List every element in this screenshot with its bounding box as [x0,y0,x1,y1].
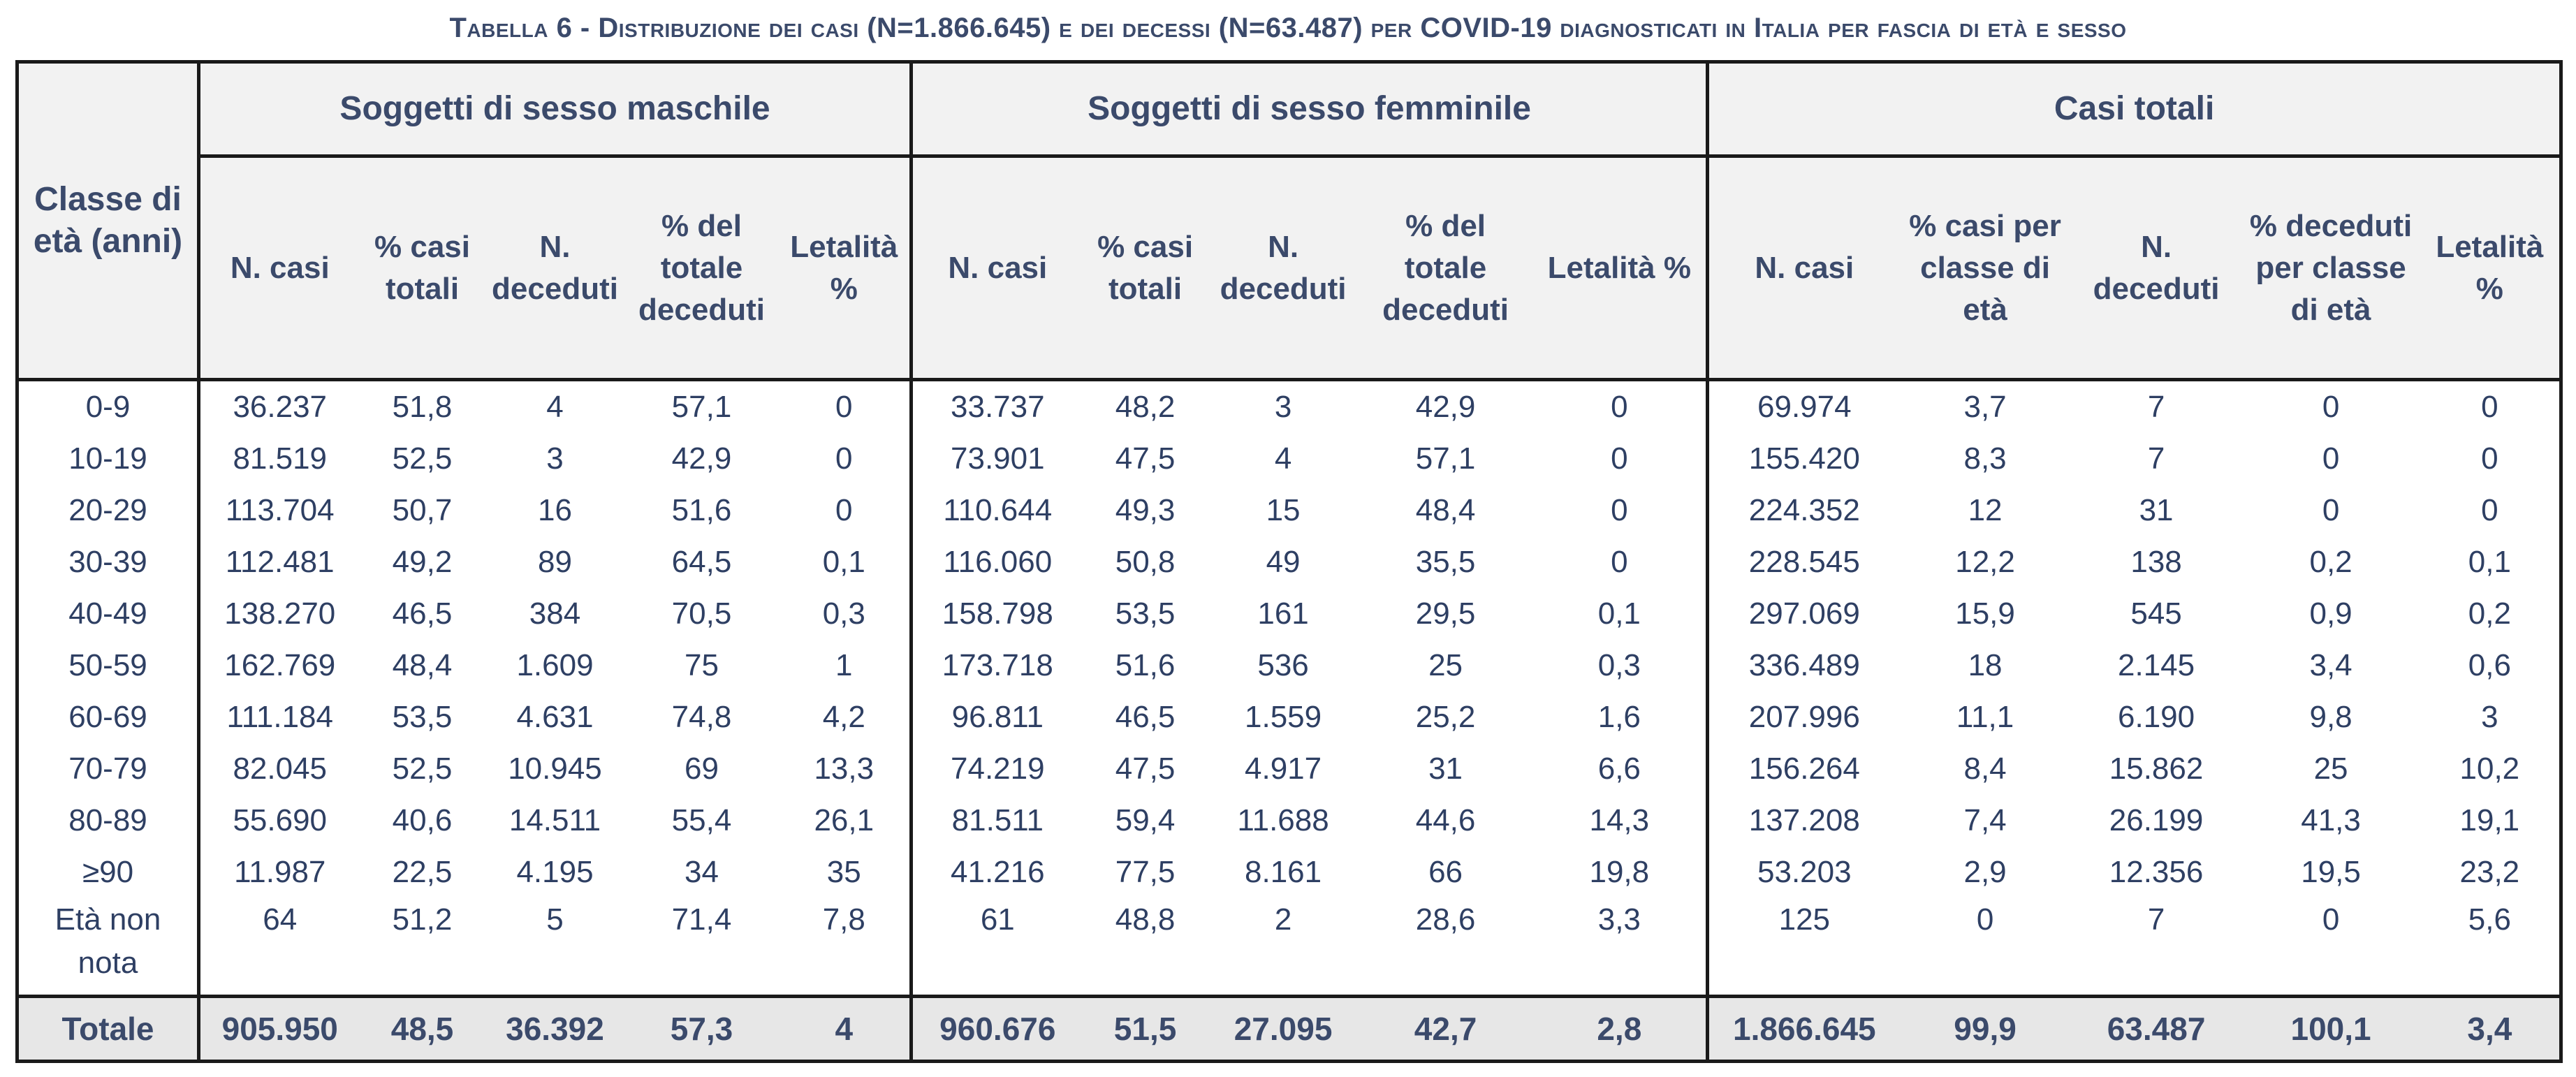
table-cell: 31 [1428,752,1463,786]
total-cell: 905.950 [199,997,360,1062]
table-cell: 0,3 [1597,648,1641,682]
table-cell: 10.945 [508,752,602,786]
table-cell: 47,5 [1115,441,1176,476]
table-cell: 51,6 [1115,648,1176,682]
table-cell: 113.704 [199,485,360,536]
table-cell: 15 [1266,493,1301,527]
total-cell: 3,4 [2420,997,2561,1062]
table-row [17,898,2561,997]
table-cell: 3 [546,441,564,476]
table-cell: 50,8 [1115,545,1176,579]
table-row [17,640,2561,691]
table-cell: 3 [1274,390,1292,424]
table-cell: 53,5 [392,700,453,734]
table-cell: 23,2 [2459,855,2520,889]
table-cell: 26.199 [2109,803,2204,837]
age-class-cell: Età non nota [54,902,161,980]
table-cell: 384 [529,596,581,631]
table-cell: 0 [1611,441,1628,476]
male-group-header: Soggetti di sesso maschile [199,62,912,156]
table-cell: 4,2 [822,700,865,734]
table-cell: 70,5 [671,596,732,631]
column-header: N. deceduti [2071,156,2242,380]
table-cell: 4.917 [1245,752,1322,786]
table-cell: 28,6 [1415,902,1476,937]
table-cell: 110.644 [912,485,1083,536]
column-header: N. deceduti [1208,156,1359,380]
table-cell: 158.798 [912,588,1083,640]
table-cell: 161 [1257,596,1309,631]
table-cell: 33.737 [912,380,1083,434]
table-cell: 2 [1274,902,1292,937]
table-cell: 74.219 [912,743,1083,795]
table-cell: 7,4 [1963,803,2007,837]
table-cell: 49,3 [1115,493,1176,527]
table-cell: 89 [538,545,572,579]
table-cell: 49 [1266,545,1301,579]
column-header: % del totale deceduti [1359,156,1533,380]
table-row [17,795,2561,847]
table-cell: 5 [546,902,564,937]
table-cell: 1.609 [516,648,594,682]
table-cell: 18 [1968,648,2003,682]
table-cell: 13,3 [814,752,874,786]
table-cell: 64,5 [671,545,732,579]
table-cell: 35 [826,855,861,889]
table-cell: 49,2 [392,545,453,579]
table-cell: 0 [2322,441,2340,476]
table-cell: 545 [2130,596,2182,631]
table-cell: 48,4 [392,648,453,682]
total-cell: 36.392 [485,997,625,1062]
table-cell: 25 [1428,648,1463,682]
table-cell: 14,3 [1589,803,1650,837]
table-cell: 0 [1611,390,1628,424]
age-class-cell: 20-29 [68,493,147,527]
table-cell: 51,8 [392,390,453,424]
table-cell: 48,2 [1115,390,1176,424]
table-cell: 48,8 [1115,902,1176,937]
table-cell: 116.060 [912,536,1083,588]
total-cell: 1.866.645 [1708,997,1900,1062]
age-class-header: Classe di età (anni) [17,62,199,380]
column-header: Letalità % [779,156,912,380]
table-cell: 53.203 [1708,847,1900,898]
table-row [17,691,2561,743]
table-cell: 47,5 [1115,752,1176,786]
table-cell: 228.545 [1708,536,1900,588]
column-header: % casi totali [360,156,485,380]
table-row [17,536,2561,588]
table-cell: 42,9 [1415,390,1476,424]
table-cell: 4 [1274,441,1292,476]
total-cell: 42,7 [1359,997,1533,1062]
table-cell: 41,3 [2301,803,2361,837]
table-cell: 2.145 [2118,648,2195,682]
table-cell: 156.264 [1708,743,1900,795]
column-header: % deceduti per classe di età [2242,156,2420,380]
table-cell: 12 [1968,493,2003,527]
age-class-cell: 30-39 [68,545,147,579]
table-cell: 69 [685,752,719,786]
table-cell: 336.489 [1708,640,1900,691]
total-cell: 99,9 [1900,997,2071,1062]
age-class-cell: 0-9 [85,390,131,424]
age-class-cell: 80-89 [68,803,147,837]
table-row [17,847,2561,898]
table-cell: 57,1 [671,390,732,424]
table-cell: 11.688 [1237,803,1329,837]
table-row [17,485,2561,536]
column-header: % casi totali [1083,156,1208,380]
table-cell: 3 [2481,700,2498,734]
age-class-cell: 60-69 [68,700,147,734]
table-cell: 14.511 [508,803,601,837]
table-cell: 44,6 [1415,803,1476,837]
table-cell: 81.519 [199,433,360,485]
column-header: Letalità % [2420,156,2561,380]
table-cell: 8,4 [1963,752,2007,786]
table-cell: 48,4 [1415,493,1476,527]
table-cell: 138.270 [199,588,360,640]
table-cell: 1,6 [1597,700,1641,734]
table-cell: 0 [835,441,853,476]
table-cell: 53,5 [1115,596,1176,631]
total-cell: 63.487 [2071,997,2242,1062]
table-cell: 50,7 [392,493,453,527]
table-cell: 46,5 [1115,700,1176,734]
table-cell: 0 [1611,493,1628,527]
table-cell: 0 [2481,441,2498,476]
table-cell: 59,4 [1115,803,1176,837]
table-cell: 41.216 [912,847,1083,898]
table-cell: 0,2 [2468,596,2511,631]
column-header: % del totale deceduti [625,156,779,380]
table-cell: 19,5 [2301,855,2361,889]
table-cell: 69.974 [1708,380,1900,434]
table-cell: 536 [1257,648,1309,682]
table-cell: 42,9 [671,441,732,476]
table-cell: 34 [685,855,719,889]
age-class-cell: 40-49 [68,596,147,631]
table-cell: 138 [2130,545,2182,579]
table-cell: 7 [2147,441,2165,476]
table-cell: 3,4 [2309,648,2352,682]
table-cell: 0,1 [2468,545,2511,579]
total-label: Totale [17,997,199,1062]
table-cell: 57,1 [1415,441,1476,476]
age-class-cell: ≥90 [82,855,134,889]
table-cell: 77,5 [1115,855,1176,889]
table-cell: 112.481 [199,536,360,588]
column-header: N. deceduti [485,156,625,380]
table-cell: 25 [2313,752,2348,786]
table-cell: 52,5 [392,441,453,476]
table-cell: 1.559 [1245,700,1322,734]
table-cell: 0,2 [2309,545,2352,579]
table-cell: 0 [835,390,853,424]
column-header: Letalità % [1533,156,1708,380]
table-cell: 0 [2322,493,2340,527]
table-cell: 0 [2481,493,2498,527]
table-cell: 111.184 [199,691,360,743]
column-header: N. casi [912,156,1083,380]
table-cell: 162.769 [199,640,360,691]
table-cell: 0,9 [2309,596,2352,631]
table-cell: 4.631 [516,700,594,734]
table-cell: 224.352 [1708,485,1900,536]
table-cell: 73.901 [912,433,1083,485]
column-header: N. casi [1708,156,1900,380]
table-cell: 0,1 [1597,596,1641,631]
table-cell: 10,2 [2459,752,2520,786]
table-cell: 137.208 [1708,795,1900,847]
table-cell: 29,5 [1415,596,1476,631]
table-cell: 12,2 [1955,545,2015,579]
table-cell: 3,3 [1597,902,1641,937]
table-cell: 8.161 [1245,855,1322,889]
total-cell: 4 [779,997,912,1062]
covid-age-sex-table [15,60,2563,1063]
table-title: Tabella 6 - Distribuzione dei casi (N=1.866.645) e dei decessi (N=63.487) per COVID-19 diagnosticati in Italia per fascia di età e sesso [449,13,2127,43]
table-cell: 96.811 [912,691,1083,743]
table-cell: 125 [1708,898,1900,997]
table-cell: 7 [2147,390,2165,424]
table-cell: 155.420 [1708,433,1900,485]
table-cell: 7,8 [822,902,865,937]
table-cell: 7 [2147,902,2165,937]
total-cell: 100,1 [2242,997,2420,1062]
female-group-header: Soggetti di sesso femminile [912,62,1708,156]
table-cell: 0,1 [822,545,865,579]
table-cell: 8,3 [1963,441,2007,476]
table-row [17,588,2561,640]
total-cell: 57,3 [625,997,779,1062]
table-cell: 61 [912,898,1083,997]
table-cell: 0,3 [822,596,865,631]
total-cell: 2,8 [1533,997,1708,1062]
total-group-header: Casi totali [1708,62,2561,156]
table-cell: 82.045 [199,743,360,795]
table-cell: 297.069 [1708,588,1900,640]
table-cell: 66 [1428,855,1463,889]
table-cell: 55.690 [199,795,360,847]
table-cell: 0 [2322,390,2340,424]
column-header: N. casi [199,156,360,380]
table-cell: 71,4 [671,902,732,937]
table-row [17,380,2561,434]
table-cell: 12.356 [2109,855,2204,889]
total-cell: 960.676 [912,997,1083,1062]
table-cell: 25,2 [1415,700,1476,734]
table-cell: 16 [538,493,572,527]
table-cell: 46,5 [392,596,453,631]
table-cell: 75 [685,648,719,682]
table-cell: 31 [2139,493,2174,527]
table-cell: 0,6 [2468,648,2511,682]
table-cell: 15.862 [2109,752,2204,786]
table-row [17,433,2561,485]
table-cell: 5,6 [2468,902,2511,937]
age-class-cell: 50-59 [68,648,147,682]
table-cell: 64 [199,898,360,997]
table-body [17,380,2561,997]
table-cell: 11,1 [1956,700,2014,734]
table-cell: 0 [835,493,853,527]
age-class-cell: 10-19 [68,441,147,476]
table-row [17,743,2561,795]
total-cell: 27.095 [1208,997,1359,1062]
table-cell: 22,5 [392,855,453,889]
table-cell: 52,5 [392,752,453,786]
total-cell: 51,5 [1083,997,1208,1062]
table-cell: 173.718 [912,640,1083,691]
table-cell: 51,6 [671,493,732,527]
table-cell: 81.511 [912,795,1083,847]
table-cell: 15,9 [1955,596,2015,631]
table-cell: 6,6 [1597,752,1641,786]
table-cell: 35,5 [1415,545,1476,579]
table-cell: 40,6 [392,803,453,837]
table-cell: 0 [1976,902,1994,937]
total-row [17,997,2561,1062]
table-cell: 207.996 [1708,691,1900,743]
table-cell: 74,8 [671,700,732,734]
table-cell: 9,8 [2309,700,2352,734]
table-cell: 19,1 [2459,803,2520,837]
table-cell: 0 [2322,902,2340,937]
column-header: % casi per classe di età [1900,156,2071,380]
table-cell: 26,1 [814,803,874,837]
table-cell: 0 [1611,545,1628,579]
table-cell: 55,4 [671,803,732,837]
table-cell: 3,7 [1963,390,2007,424]
table-cell: 0 [2481,390,2498,424]
table-cell: 4 [546,390,564,424]
table-cell: 19,8 [1589,855,1650,889]
table-cell: 36.237 [199,380,360,434]
table-cell: 2,9 [1963,855,2007,889]
table-cell: 1 [835,648,853,682]
total-cell: 48,5 [360,997,485,1062]
table-cell: 11.987 [199,847,360,898]
age-class-cell: 70-79 [68,752,147,786]
table-cell: 51,2 [392,902,453,937]
table-cell: 6.190 [2118,700,2195,734]
table-cell: 4.195 [516,855,594,889]
